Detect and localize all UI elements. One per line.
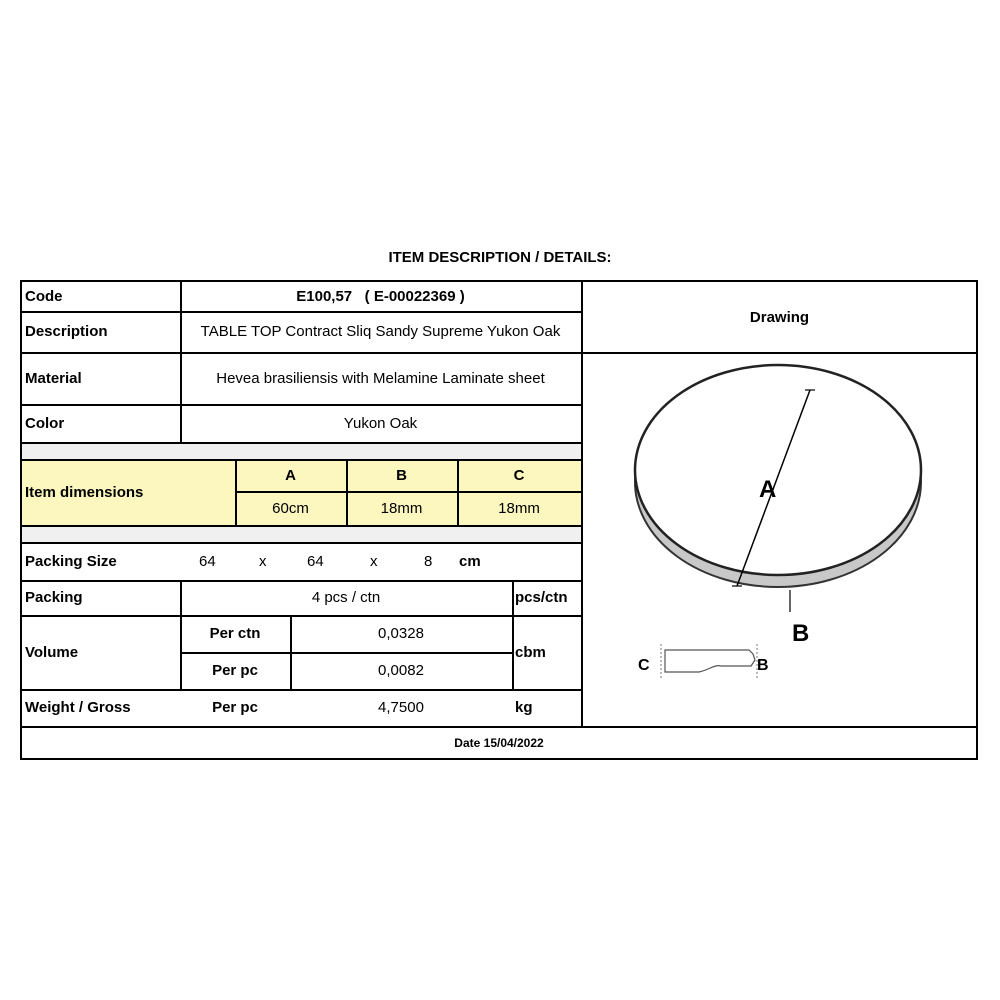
packing-size-unit: cm xyxy=(459,552,481,570)
volume-label: Volume xyxy=(25,643,79,661)
volume-unit: cbm xyxy=(515,643,546,661)
volume-per-ctn-label: Per ctn xyxy=(209,625,261,642)
dim-a-value: 60cm xyxy=(272,499,309,517)
description-label: Description xyxy=(25,323,108,340)
table-top-drawing xyxy=(583,354,976,726)
packing-size-x2: x xyxy=(370,552,378,570)
color-label: Color xyxy=(25,414,65,432)
volume-per-pc-label: Per pc xyxy=(212,662,258,679)
packing-size-x1: x xyxy=(259,552,267,570)
code-label: Code xyxy=(25,288,63,305)
code-value: E100,57 ( E-00022369 ) xyxy=(296,288,465,305)
volume-per-ctn-value: 0,0328 xyxy=(378,625,424,642)
packing-size-label: Packing Size xyxy=(25,552,117,570)
weight-label: Weight / Gross xyxy=(25,699,131,716)
dimension-a-label: A xyxy=(759,476,777,503)
weight-per-label: Per pc xyxy=(212,699,258,716)
footer-date: Date 15/04/2022 xyxy=(454,736,544,750)
description-value: TABLE TOP Contract Sliq Sandy Supreme Yukon Oak xyxy=(200,323,561,340)
volume-per-pc-value: 0,0082 xyxy=(378,662,424,679)
page-title: ITEM DESCRIPTION / DETAILS: xyxy=(388,249,612,266)
dimensions-label: Item dimensions xyxy=(25,483,144,501)
material-label: Material xyxy=(25,369,82,387)
packing-value: 4 pcs / ctn xyxy=(311,589,381,606)
material-value: Hevea brasiliensis with Melamine Laminate sheet xyxy=(216,369,545,387)
dim-c-header: C xyxy=(513,466,525,484)
gray-band-2 xyxy=(22,525,581,542)
packing-unit: pcs/ctn xyxy=(515,589,568,606)
dim-b-header: B xyxy=(396,466,407,484)
table-top-surface xyxy=(635,365,921,575)
dim-c-value: 18mm xyxy=(498,499,540,517)
edge-profile-icon xyxy=(665,650,755,672)
color-value: Yukon Oak xyxy=(343,414,418,432)
profile-b-label: B xyxy=(757,657,769,674)
dimension-b-label: B xyxy=(792,620,810,647)
packing-size-width: 64 xyxy=(307,552,324,570)
packing-label: Packing xyxy=(25,589,83,606)
dim-b-value: 18mm xyxy=(380,499,423,517)
profile-c-label: C xyxy=(638,657,650,674)
gray-band-1 xyxy=(22,442,581,459)
drawing-title: Drawing xyxy=(749,308,810,326)
dim-a-header: A xyxy=(285,466,296,484)
weight-value: 4,7500 xyxy=(378,699,424,716)
details-table xyxy=(20,280,978,760)
packing-size-height: 8 xyxy=(424,552,433,570)
packing-size-length: 64 xyxy=(199,552,216,570)
weight-unit: kg xyxy=(515,699,533,716)
